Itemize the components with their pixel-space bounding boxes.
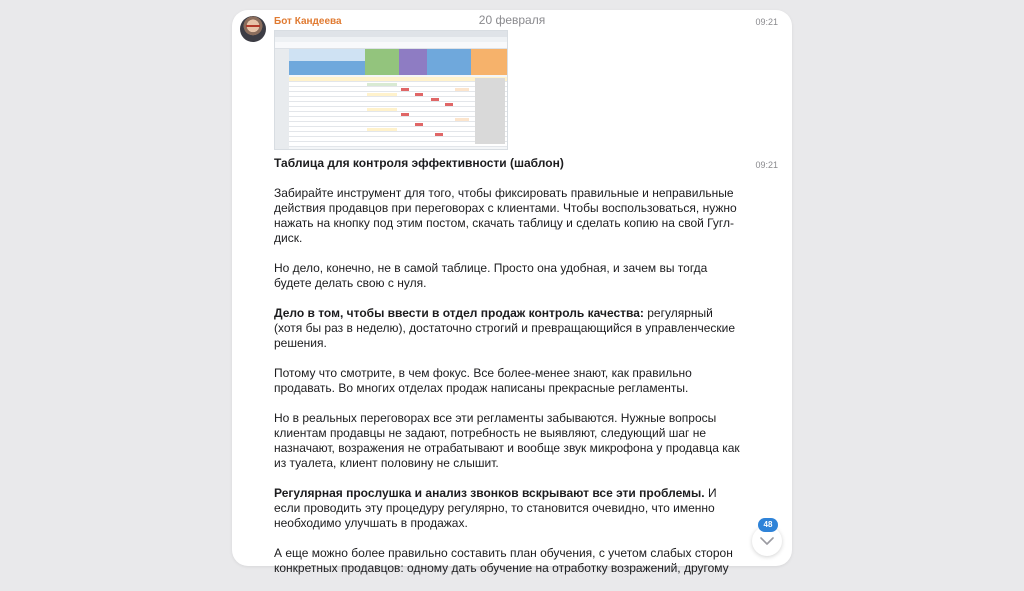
message-paragraph [274,306,742,351]
message-paragraph: Но дело, конечно, не в самой таблице. Просто она удобная, и зачем вы тогда будете делать свою с нуля. [274,261,708,290]
bold-text: Дело в том, чтобы ввести в отдел продаж контроль качества: [274,306,644,320]
sheet-cell [415,93,423,96]
message-time: 09:21 [755,17,778,27]
message-paragraph: Забирайте инструмент для того, чтобы фиксировать правильные и неправильные действия продавцов при переговорах с клиентами. Чтобы воспользоваться, нужно нажать на кнопку под этим постом, скачать таблицу и сделать копию на свой Гугл-диск. [274,186,737,245]
sheet-cell [401,88,409,91]
sheet-left-strip [275,49,289,149]
sheet-cell [401,113,409,116]
sheet-cell [435,133,443,136]
sender-name[interactable]: Бот Кандеева [274,16,342,27]
date-separator: 20 февраля [478,13,546,27]
sheet-header-orange [471,49,507,75]
unread-badge: 48 [758,518,778,532]
sheet-header-blue [289,61,365,75]
sheet-header-green [365,49,399,75]
spreadsheet-image[interactable] [274,30,508,150]
sheet-cell [367,108,397,111]
avatar-glasses [246,25,260,31]
sheet-header-blue2 [427,49,471,75]
sheet-cell [455,118,469,121]
sheet-cell [367,83,397,86]
message-paragraph: Потому что смотрите, в чем фокус. Все более-менее знают, как правильно продавать. Во многих отделах продаж написаны прекрасные регламенты. [274,366,692,395]
avatar[interactable] [240,16,266,42]
message-body [274,156,742,591]
message-title: Таблица для контроля эффективности (шаблон) [274,156,564,170]
sheet-cell [367,128,397,131]
sheet-cell [455,88,469,91]
sheet-header-purple [399,49,427,75]
sheet-header-left [289,49,365,61]
message-paragraph: А еще можно более правильно составить план обучения, с учетом слабых сторон конкретных продавцов: одному дать обучение на отработку возражений, другому [274,546,733,575]
sheet-cell [415,123,423,126]
sheet-cell [445,103,453,106]
sheet-cell [475,78,505,144]
message-text: И если проводить эту процедуру регулярно, то становится очевидно, что именно необходимо улучшать в продажах. [274,486,717,530]
message-time: 09:21 [755,160,778,170]
bold-text: Регулярная прослушка и анализ звонков вскрывают все эти проблемы. [274,486,705,500]
sheet-cell [431,98,439,101]
message-text: регулярный (хотя бы раз в неделю), достаточно строгий и превращающийся в управленческие решения. [274,306,736,350]
message-paragraph [274,486,742,531]
message-paragraph: Но в реальных переговорах все эти регламенты забываются. Нужные вопросы клиентам продавцы не задают, потребность не выявляют, следующий шаг не назначают, возражения не отрабатывают и вообще звук микрофона у продавца как из туалета, клиент половину не слышит. [274,411,740,470]
chat-window [232,10,792,575]
sheet-cell [367,93,397,96]
sheet-toolbar [275,42,507,49]
chevron-down-icon [760,536,774,546]
